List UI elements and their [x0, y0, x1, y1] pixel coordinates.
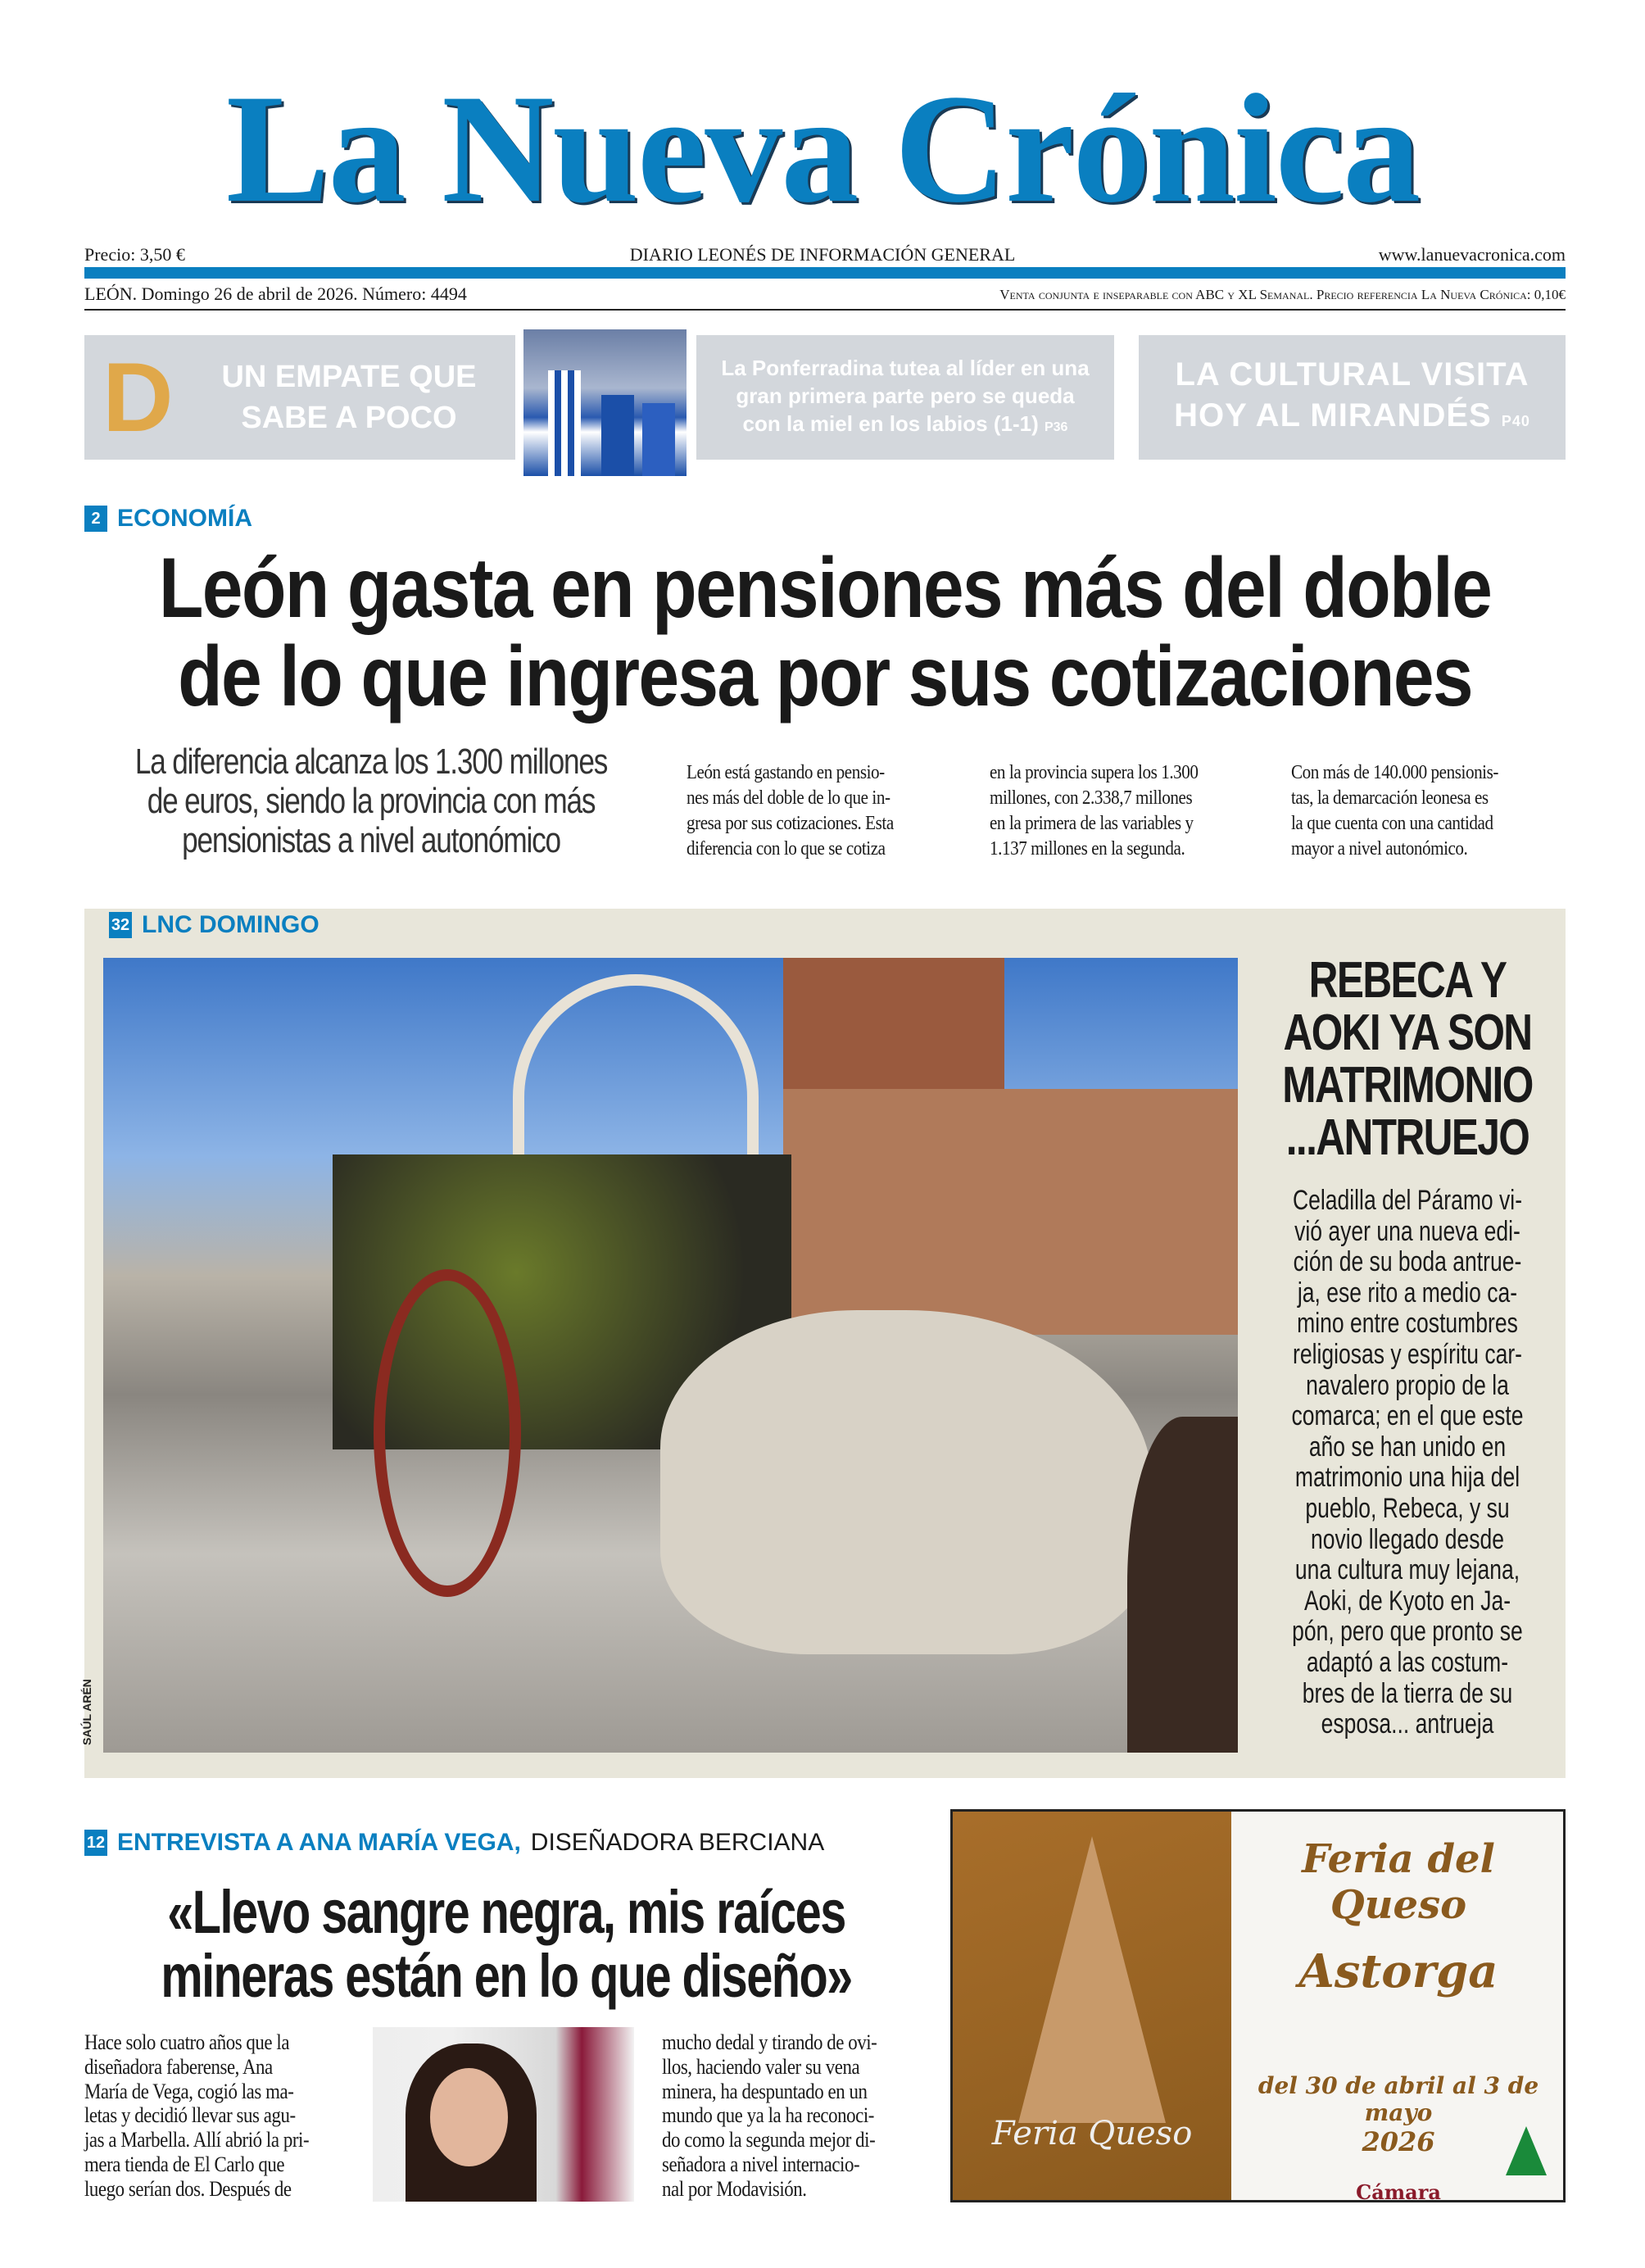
promo-cultural[interactable] — [1139, 335, 1566, 460]
text-line: minera, ha despuntado en un — [662, 2079, 868, 2103]
tagline: DIARIO LEONÉS DE INFORMACIÓN GENERAL — [629, 244, 1016, 265]
lead-headline[interactable] — [84, 541, 1566, 724]
ad-title: Feria del Queso — [1302, 1836, 1495, 1928]
promo-photo-football[interactable] — [523, 329, 687, 476]
interview-column-1 — [84, 2030, 355, 2202]
text-line: León está gastando en pensio- — [687, 762, 885, 783]
text-line: la que cuenta con una cantidad — [1291, 813, 1493, 834]
text-line: luego serían dos. Después de — [84, 2176, 292, 2201]
text-line: do como la segunda mejor di- — [662, 2128, 876, 2152]
text-line: mucho dedal y tirando de ovi- — [662, 2030, 877, 2054]
horse — [1127, 1417, 1238, 1753]
page-ref: P40 — [1501, 412, 1530, 429]
headline-line: de lo que ingresa por sus cotizaciones — [178, 629, 1472, 724]
lead-column-3 — [1291, 760, 1570, 862]
text-line: ja, ese rito a medio ca- — [1297, 1277, 1518, 1309]
deck-line: La diferencia alcanza los 1.300 millones — [134, 742, 608, 782]
text-line: tas, la demarcación leonesa es — [1291, 787, 1489, 809]
interview-headline[interactable] — [84, 1880, 928, 2008]
text-line: bres de la tierra de su — [1302, 1677, 1513, 1709]
poster-title: Feria Queso — [991, 2115, 1193, 2152]
text-line: pueblo, Rebeca, y su — [1305, 1492, 1510, 1524]
headline-line: «Llevo sangre negra, mis raíces — [167, 1878, 845, 1946]
promo-line: La Ponferradina tutea al líder en una — [721, 355, 1090, 380]
text-line: María de Vega, cogió las ma- — [84, 2079, 294, 2103]
sponsor-logo: Cámara — [1356, 2180, 1441, 2202]
text-line: en la primera de las variables y — [990, 813, 1194, 834]
price: Precio: 3,50 € — [84, 244, 185, 265]
text-line: año se han unido en — [1308, 1431, 1507, 1463]
subsection-label: DISEÑADORA BERCIANA — [530, 1829, 825, 1856]
interview-column-2 — [662, 2030, 932, 2202]
headline-line: AOKI YA SON — [1283, 1005, 1532, 1061]
text-line: mundo que ya la ha reconoci- — [662, 2103, 874, 2128]
section-label: ECONOMÍA — [117, 505, 252, 532]
deck-line: pensionistas a nivel autonómico — [182, 820, 560, 860]
text-line: matrimonio una hija del — [1294, 1462, 1520, 1494]
photo-credit: SAÚL ARÉN — [80, 1679, 93, 1745]
cheese-tower-graphic — [1018, 1836, 1166, 2123]
text-line: Aoki, de Kyoto en Ja- — [1303, 1585, 1511, 1617]
lead-column-1 — [687, 760, 965, 862]
masthead-title: La Nueva Crónica — [225, 63, 1420, 235]
donkey — [660, 1310, 1152, 1654]
deck-line: de euros, siendo la provincia con más — [147, 781, 596, 821]
divider — [84, 309, 1566, 311]
ad-feria-queso[interactable] — [950, 1809, 1566, 2202]
interview-photo-ana-maria-vega[interactable] — [373, 2027, 634, 2202]
text-line: señadora a nivel internacio- — [662, 2152, 860, 2176]
building — [783, 1089, 1238, 1335]
feature-body — [1245, 1186, 1570, 1740]
cart-wheel — [374, 1269, 521, 1597]
text-line: Hace solo cuatro años que la — [84, 2030, 290, 2054]
text-line: jas a Marbella. Allí abrió la pri- — [84, 2128, 310, 2152]
ad-poster — [953, 1812, 1231, 2200]
text-line: religiosas y espíritu car- — [1292, 1338, 1523, 1370]
promo-line: con la miel en los labios (1-1) — [742, 411, 1039, 436]
promo-line: LA CULTURAL VISITA — [1175, 356, 1529, 392]
sale-note: Venta conjunta e inseparable con ABC y XL Semanal. Precio referencia La Nueva Crónica: 0,10€ — [999, 287, 1566, 302]
text-line: mayor a nivel autonómico. — [1291, 838, 1468, 860]
player-figure — [601, 395, 634, 476]
section-tag-lnc-domingo[interactable] — [109, 911, 319, 939]
headline-line: ...ANTRUEJO — [1285, 1109, 1529, 1166]
dateline: LEÓN. Domingo 26 de abril de 2026. Número: 4494 — [84, 284, 467, 304]
feature-headline[interactable] — [1245, 952, 1570, 1166]
text-line: Celadilla del Páramo vi- — [1292, 1185, 1523, 1216]
headline-line: MATRIMONIO — [1282, 1057, 1533, 1114]
player-figure — [548, 370, 581, 476]
section-tag-entrevista[interactable] — [84, 1829, 824, 1857]
text-line: 1.137 millones en la segunda. — [990, 838, 1185, 860]
section-label: LNC DOMINGO — [142, 911, 319, 938]
text-line: Con más de 140.000 pensionis- — [1291, 762, 1498, 783]
text-line: esposa... antrueja — [1321, 1708, 1494, 1740]
promo-letter: D — [102, 342, 174, 452]
headline-line: León gasta en pensiones más del doble — [158, 541, 1492, 636]
section-label: ENTREVISTA A ANA MARÍA VEGA, — [117, 1829, 521, 1856]
section-tag-economia[interactable] — [84, 505, 252, 533]
text-line: mera tienda de El Carlo que — [84, 2152, 285, 2176]
feature-photo-wedding-cart[interactable] — [103, 958, 1238, 1753]
text-line: vió ayer una nueva edi- — [1294, 1215, 1520, 1247]
promo-ponferradina[interactable] — [696, 335, 1114, 460]
portrait-face — [430, 2068, 508, 2166]
text-line: diferencia con lo que se cotiza — [687, 838, 886, 860]
text-line: gresa por sus cotizaciones. Esta — [687, 813, 894, 834]
headline-line: REBECA Y — [1308, 952, 1507, 1009]
ad-subtitle: Astorga — [1298, 1944, 1498, 1998]
promo-line: SABE A POCO — [241, 401, 457, 435]
player-figure — [642, 403, 675, 476]
text-line: ción de su boda antrue- — [1293, 1246, 1522, 1278]
page-number: 2 — [84, 506, 107, 532]
text-line: llos, haciendo valer su vena — [662, 2054, 860, 2079]
text-line: millones, con 2.338,7 millones — [990, 787, 1193, 809]
lead-deck — [84, 742, 658, 860]
text-line: diseñadora faberense, Ana — [84, 2054, 273, 2079]
headline-line: mineras están en lo que diseño» — [161, 1942, 852, 2010]
promo-empate[interactable] — [84, 335, 515, 460]
text-line: nal por Modavisión. — [662, 2176, 807, 2201]
promo-line: UN EMPATE QUE — [221, 360, 477, 394]
masthead-bar — [84, 267, 1566, 279]
text-line: mino entre costumbres — [1297, 1308, 1518, 1340]
text-line: letas y decidió llevar sus agu- — [84, 2103, 296, 2128]
page-number: 12 — [84, 1830, 107, 1856]
promo-line: gran primera parte pero se queda — [736, 383, 1075, 408]
text-line: novio llegado desde — [1311, 1523, 1504, 1555]
text-line: navalero propio de la — [1306, 1369, 1509, 1401]
promo-line: HOY AL MIRANDÉS — [1174, 397, 1492, 433]
ad-year: 2026 — [1362, 2126, 1435, 2157]
text-line: en la provincia supera los 1.300 — [990, 762, 1199, 783]
text-line: nes más del doble de lo que in- — [687, 787, 890, 809]
text-line: pón, pero que pronto se — [1292, 1616, 1523, 1648]
text-line: comarca; en el que este — [1291, 1400, 1524, 1432]
ad-dates: del 30 de abril al 3 de mayo — [1258, 2072, 1539, 2126]
page-number: 32 — [109, 912, 132, 938]
text-line: adaptó a las costum- — [1306, 1646, 1509, 1678]
text-line: una cultura muy lejana, — [1294, 1554, 1520, 1586]
website-link[interactable]: www.lanuevacronica.com — [1378, 244, 1566, 265]
lead-column-2 — [990, 760, 1268, 862]
page-ref: P36 — [1044, 420, 1068, 434]
